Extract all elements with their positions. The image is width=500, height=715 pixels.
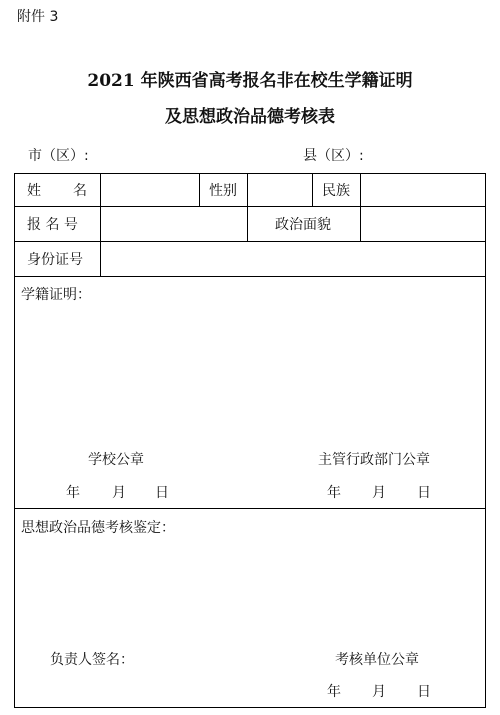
form-title-line2: 及思想政治品德考核表: [165, 107, 335, 127]
dept-seal-label: 主管行政部门公章: [318, 452, 430, 468]
status-section-title: 学籍证明：: [21, 287, 91, 303]
row-divider: [15, 508, 485, 509]
col-divider: [360, 174, 361, 241]
city-label: 市（区）:: [28, 148, 89, 164]
attachment-label: 附件 3: [17, 9, 59, 25]
gender-label: 性别: [209, 183, 237, 199]
col-divider: [100, 174, 101, 276]
school-date-month: 月: [112, 485, 126, 501]
name-label-b: 名: [73, 183, 87, 199]
ethics-date-month: 月: [372, 684, 386, 700]
col-divider: [312, 174, 313, 206]
dept-date-month: 月: [372, 485, 386, 501]
school-date-year: 年: [66, 485, 80, 501]
col-divider: [247, 174, 248, 241]
id-label: 身份证号: [27, 252, 83, 268]
form-title-line1: 2021 年陕西省高考报名非在校生学籍证明: [87, 71, 413, 91]
school-seal-label: 学校公章: [88, 452, 144, 468]
school-date-day: 日: [155, 485, 169, 501]
dept-date-year: 年: [327, 485, 341, 501]
form-table: [14, 173, 486, 708]
name-label-a: 姓: [27, 183, 41, 199]
reg-no-label: 报 名 号: [27, 217, 78, 233]
col-divider: [199, 174, 200, 206]
dept-date-day: 日: [417, 485, 431, 501]
political-label: 政治面貌: [275, 217, 331, 233]
row-divider: [15, 276, 485, 277]
row-divider: [15, 206, 485, 207]
ethics-section-title: 思想政治品德考核鉴定：: [21, 520, 175, 536]
unit-seal-label: 考核单位公章: [335, 652, 419, 668]
county-label: 县（区）:: [303, 148, 364, 164]
row-divider: [15, 241, 485, 242]
ethics-date-day: 日: [417, 684, 431, 700]
ethics-date-year: 年: [327, 684, 341, 700]
signature-label: 负责人签名：: [50, 652, 134, 668]
ethnicity-label: 民族: [322, 183, 350, 199]
